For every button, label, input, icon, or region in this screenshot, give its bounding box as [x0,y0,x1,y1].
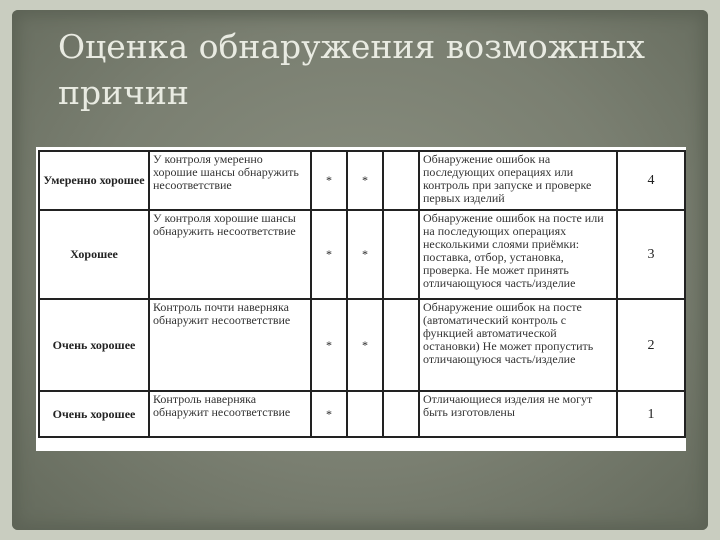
criterion-cell: У контроля хорошие шансы обнаружить несоответствие [149,210,311,299]
detection-method-cell: Обнаружение ошибок на посте (автоматический контроль с функцией автоматической остановки) Не может пропустить отличающуюся часть/изделие [419,299,617,391]
rating-cell: Хорошее [39,210,149,299]
inspection-mark-b [347,391,383,437]
rating-cell: Умеренно хорошее [39,151,149,210]
detection-method-cell: Отличающиеся изделия не могут быть изготовлены [419,391,617,437]
inspection-mark-c [383,299,419,391]
detection-table [38,150,686,438]
table-row [39,299,685,391]
detection-method-cell: Обнаружение ошибок на посте или на последующих операциях несколькими слоями приёмки: поставка, отбор, установка, проверка. Не может принять отличающуюся часть/изделие [419,210,617,299]
inspection-mark-a: * [311,391,347,437]
detection-method-cell: Обнаружение ошибок на последующих операциях или контроль при запуске и проверке первых изделий [419,151,617,210]
score-cell: 1 [617,391,685,437]
inspection-mark-c [383,210,419,299]
table-row [39,210,685,299]
inspection-mark-a: * [311,299,347,391]
inspection-mark-b: * [347,299,383,391]
inspection-mark-b: * [347,151,383,210]
inspection-mark-b: * [347,210,383,299]
criterion-cell: У контроля умеренно хорошие шансы обнаружить несоответствие [149,151,311,210]
table-row [39,391,685,437]
rating-cell: Очень хорошее [39,299,149,391]
criterion-cell: Контроль наверняка обнаружит несоответствие [149,391,311,437]
table-row [39,151,685,210]
score-cell: 3 [617,210,685,299]
detection-table-panel [36,147,686,451]
slide-title: Оценка обнаружения возможных причин [58,27,645,112]
inspection-mark-c [383,391,419,437]
inspection-mark-a: * [311,210,347,299]
score-cell: 4 [617,151,685,210]
score-cell: 2 [617,299,685,391]
inspection-mark-c [383,151,419,210]
inspection-mark-a: * [311,151,347,210]
criterion-cell: Контроль почти наверняка обнаружит несоответствие [149,299,311,391]
rating-cell: Очень хорошее [39,391,149,437]
